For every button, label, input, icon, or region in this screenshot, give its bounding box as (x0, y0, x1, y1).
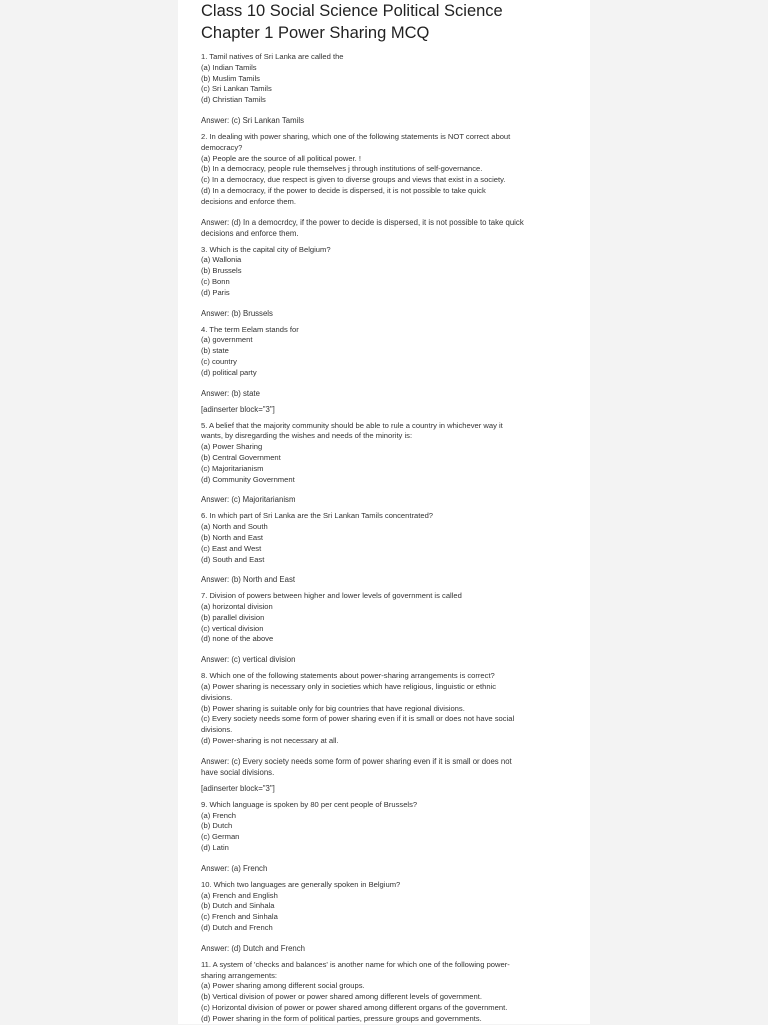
question-text: 2. In dealing with power sharing, which one of the following statements is NOT correct about (201, 131, 511, 141)
question-line: (a) Power sharing among different social groups. (201, 981, 365, 991)
answer-line: Answer: (c) vertical division (201, 655, 296, 665)
question-line: (b) North and East (201, 532, 264, 542)
question-line: (c) East and West (201, 543, 262, 553)
page-title (201, 0, 581, 44)
answer-line: Answer: (b) North and East (201, 575, 296, 585)
question-line: (b) Power sharing is suitable only for big countries that have regional divisions. (201, 703, 465, 713)
question-line: (d) Power sharing in the form of political parties, pressure groups and governments. (201, 1013, 482, 1023)
question-line: (b) Central Government (201, 452, 281, 462)
answer-line: Answer: (a) French (201, 863, 268, 873)
question-line: (b) Vertical division of power or power shared among different levels of government. (201, 992, 482, 1002)
question-line: (c) country (201, 356, 237, 366)
question-line: (c) Bonn (201, 276, 230, 286)
question-line: wants, by disregarding the wishes and needs of the minority is: (201, 431, 413, 441)
document-content (201, 0, 581, 1025)
document-page (178, 0, 590, 1024)
question-block (201, 325, 581, 399)
question-line: (a) People are the source of all political power. ! (201, 153, 361, 163)
question-line: (a) Power Sharing (201, 442, 263, 452)
question-line: (a) horizontal division (201, 602, 273, 612)
question-block (201, 245, 581, 319)
question-line: (b) Dutch (201, 821, 233, 831)
question-line: (b) In a democracy, people rule themselves j through institutions of self-governance. (201, 164, 483, 174)
question-line: (c) In a democracy, due respect is given to diverse groups and views that exist in a society. (201, 175, 506, 185)
title-line-1: Class 10 Social Science Political Science (201, 2, 503, 20)
answer-line: Answer: (b) Brussels (201, 308, 273, 318)
answer (201, 943, 581, 954)
question-line: decisions and enforce them. (201, 196, 296, 206)
question-line: (d) Dutch and French (201, 923, 273, 933)
adinserter-shortcode: [adinserter block="3"] (201, 783, 275, 793)
question-line: (d) Paris (201, 287, 230, 297)
answer-line: Answer: (c) Majoritarianism (201, 495, 296, 505)
question-text: 1. Tamil natives of Sri Lanka are called the (201, 52, 344, 61)
question-block (201, 52, 581, 126)
answer (201, 217, 581, 239)
question-text: 11. A system of 'checks and balances' is another name for which one of the following power- (201, 959, 510, 969)
question-text: 10. Which two languages are generally spoken in Belgium? (201, 879, 401, 889)
question-line: (d) Christian Tamils (201, 95, 266, 105)
question-line: (d) Community Government (201, 474, 295, 484)
question-line: (b) parallel division (201, 612, 265, 622)
answer-line: Answer: (b) state (201, 388, 260, 398)
answer-line: have social divisions. (201, 767, 275, 777)
question-line: (c) German (201, 832, 240, 842)
question-line: (b) Dutch and Sinhala (201, 901, 275, 911)
question-block (201, 960, 581, 1025)
question-text: 8. Which one of the following statements about power-sharing arrangements is correct? (201, 671, 495, 681)
question-block (201, 880, 581, 954)
question-line: democracy? (201, 142, 243, 152)
question-line: (a) government (201, 335, 253, 345)
question-text: 5. A belief that the majority community should be able to rule a country in whichever way it (201, 420, 503, 430)
question-line: (a) French (201, 810, 237, 820)
question-line: (d) Power-sharing is not necessary at all. (201, 736, 339, 746)
question-block (201, 421, 581, 506)
answer-line: decisions and enforce them. (201, 228, 299, 238)
answer (201, 494, 581, 505)
answer-line: Answer: (d) Dutch and French (201, 943, 306, 953)
question-line: (a) Power sharing is necessary only in societies which have religious, linguistic or ethnic (201, 682, 497, 692)
question-text: 4. The term Eelam stands for (201, 324, 299, 334)
question-line: (b) Muslim Tamils (201, 73, 260, 83)
question-block (201, 511, 581, 585)
question-list (201, 52, 581, 1025)
question-text: 3. Which is the capital city of Belgium? (201, 244, 331, 254)
answer (201, 115, 581, 126)
question-line: (d) Latin (201, 843, 229, 853)
question-line: divisions. (201, 692, 233, 702)
question-line: (d) In a democracy, if the power to decide is dispersed, it is not possible to take quick (201, 185, 486, 195)
question-text: 7. Division of powers between higher and lower levels of government is called (201, 591, 462, 601)
answer-line: Answer: (d) In a democrdcy, if the power to decide is dispersed, it is not possible to take quick (201, 217, 524, 227)
question-block (201, 132, 581, 239)
answer-line: Answer: (c) Sri Lankan Tamils (201, 115, 304, 125)
question-line: (c) Horizontal division of power or power shared among different organs of the government. (201, 1003, 508, 1013)
question-text: 9. Which language is spoken by 80 per cent people of Brussels? (201, 799, 418, 809)
question-block (201, 800, 581, 874)
question-line: (d) political party (201, 367, 257, 377)
answer (201, 654, 581, 665)
answer (201, 756, 581, 778)
question-line: (a) French and English (201, 890, 278, 900)
question-line: (c) French and Sinhala (201, 912, 278, 922)
question-line: (a) Indian Tamils (201, 62, 257, 72)
question-line: (d) South and East (201, 554, 265, 564)
question-line: (c) vertical division (201, 623, 264, 633)
answer (201, 574, 581, 585)
answer (201, 863, 581, 874)
title-line-2: Chapter 1 Power Sharing MCQ (201, 24, 430, 42)
question-line: (a) Wallonia (201, 255, 242, 265)
question-line: divisions. (201, 725, 233, 735)
adinserter-shortcode: [adinserter block="3"] (201, 404, 275, 414)
question-line: sharing arrangements: (201, 970, 277, 980)
question-line: (b) state (201, 346, 229, 356)
question-line: (c) Every society needs some form of power sharing even if it is small or does not have social (201, 714, 515, 724)
question-line: (a) North and South (201, 522, 268, 532)
question-block (201, 591, 581, 665)
question-block (201, 671, 581, 778)
question-text: 6. In which part of Sri Lanka are the Sri Lankan Tamils concentrated? (201, 511, 434, 521)
question-line: (d) none of the above (201, 634, 274, 644)
question-line: (c) Sri Lankan Tamils (201, 84, 272, 94)
answer (201, 308, 581, 319)
question-line: (b) Brussels (201, 266, 242, 276)
question-line: (c) Majoritarianism (201, 463, 264, 473)
answer-line: Answer: (c) Every society needs some form of power sharing even if it is small or does not (201, 756, 512, 766)
answer (201, 388, 581, 399)
